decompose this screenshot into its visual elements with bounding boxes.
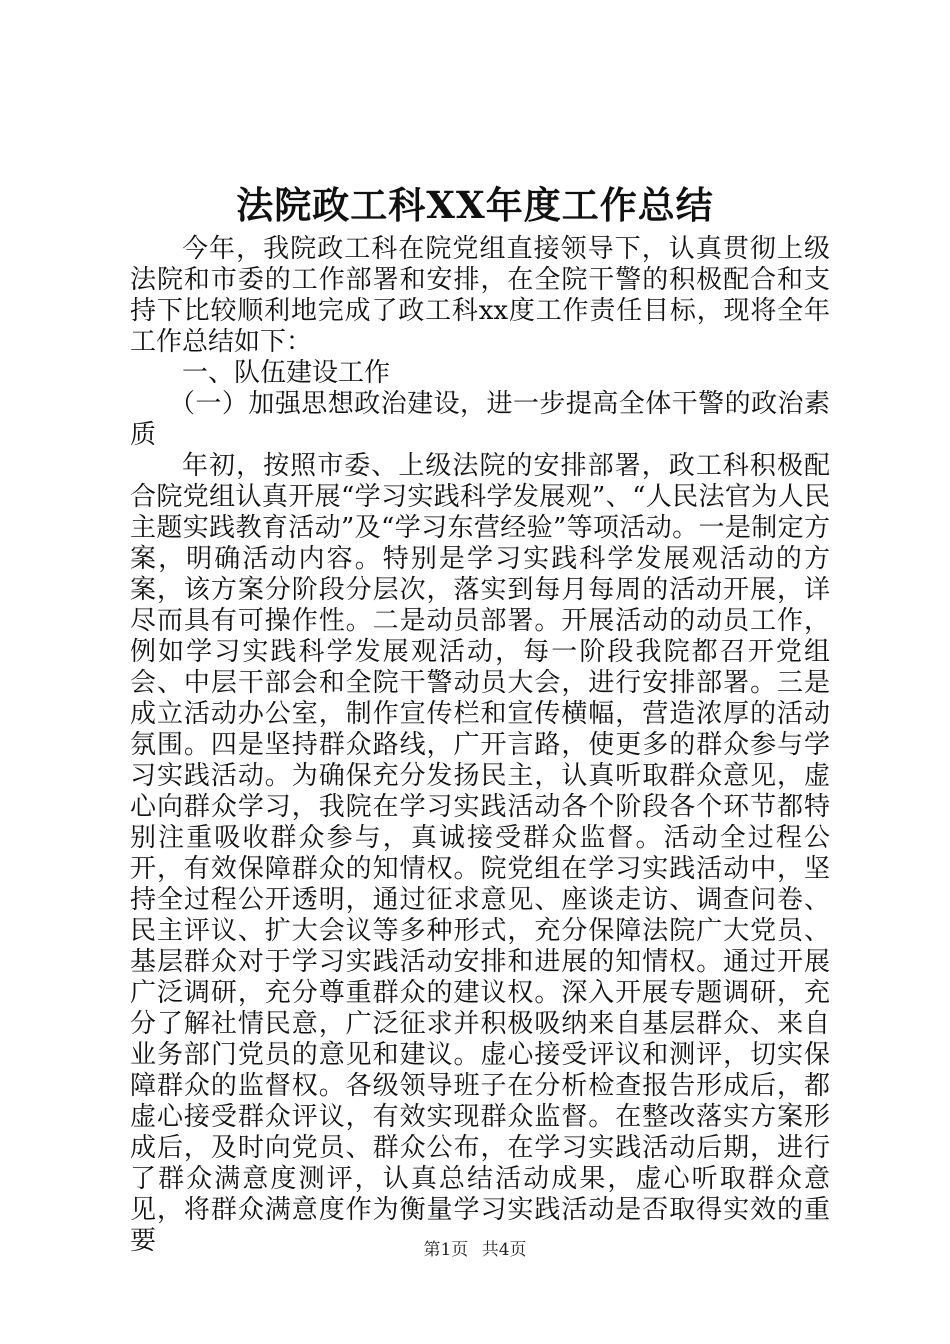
page-total: 共4页 <box>481 1240 527 1260</box>
section-heading: 一、队伍建设工作 <box>182 358 391 388</box>
body-paragraph: 年初，按照市委、上级法院的安排部署，政工科积极配合院党组认真开展“学习实践科学发展观”、“人民法官为人民主题实践教育活动”及“学习东营经验”等项活动。一是制定方案，明确活动内容。特别是学习实践科学发展观活动的方案，该方案分阶段分层次，落实到每月每周的活动开展，详尽而具有可操作性。二是动员部署。开展活动的动员工作，例如学习实践科学发展观活动，每一阶段我院都召开党组会、中层干部会和全院干警动员大会，进行安排部署。三是成立活动办公室，制作宣传栏和宣传横幅，营造浓厚的活动氛围。四是坚持群众路线，广开言路，使更多的群众参与学习实践活动。为确保充分发扬民主，认真听取群众意见，虚心向群众学习，我院在学习实践活动各个阶段各个环节都特别注重吸收群众参与，真诚接受群众监督。活动全过程公开，有效保障群众的知情权。院党组在学习实践活动中，坚持全过程公开透明，通过征求意见、座谈走访、调查问卷、民主评议、扩大会议等多种形式，充分保障法院广大党员、基层群众对于学习实践活动安排和进展的知情权。通过开展广泛调研，充分尊重群众的建议权。深入开展专题调研，充分了解社情民意，广泛征求并积极吸纳来自基层群众、来自业务部门党员的意见和建议。虚心接受评议和测评，切实保障群众的监督权。各级领导班子在分析检查报告形成后，都虚心接受群众评议，有效实现群众监督。在整改落实方案形成后，及时向党员、群众公布，在学习实践活动后期，进行了群众满意度测评，认真总结活动成果，虚心听取群众意见，将群众满意度作为衡量学习实践活动是否取得实效的重要 <box>130 451 830 1256</box>
page-number: 第1页 <box>423 1240 469 1260</box>
document-title: 法院政工科XX年度工作总结 <box>236 183 714 227</box>
subsection-heading: （一）加强思想政治建设，进一步提高全体干警的政治素质 <box>130 389 830 450</box>
page-footer <box>0 1238 950 1262</box>
intro-paragraph: 今年，我院政工科在院党组直接领导下，认真贯彻上级法院和市委的工作部署和安排，在全院干警的积极配合和支持下比较顺利地完成了政工科xx度工作责任目标，现将全年工作总结如下： <box>130 234 830 357</box>
document-body <box>130 234 830 1257</box>
